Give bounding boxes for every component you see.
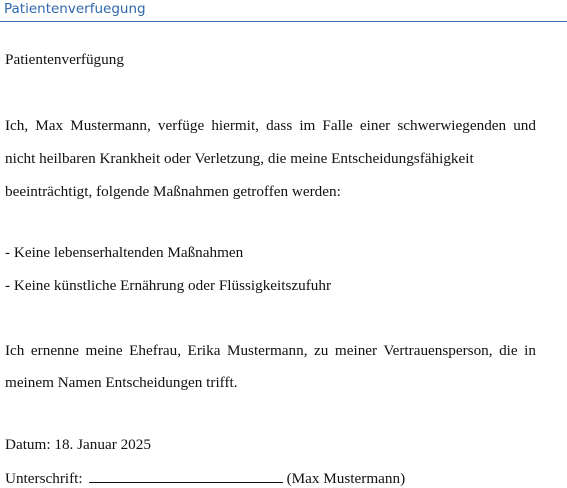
paragraph2-line1: Ich ernenne meine Ehefrau, Erika Mustermann, zu meiner Vertrauensperson, die in	[5, 342, 536, 359]
signature-label: Unterschrift:	[5, 470, 83, 487]
date-line: Datum: 18. Januar 2025	[5, 436, 151, 453]
document-heading: Patientenverfügung	[5, 51, 124, 68]
signature-name: (Max Mustermann)	[286, 470, 406, 487]
measure-item-1: - Keine lebenserhaltenden Maßnahmen	[5, 244, 244, 261]
document-title: Patientenverfuegung	[4, 1, 146, 17]
signature-row	[5, 469, 405, 488]
paragraph2-line2: meinem Namen Entscheidungen trifft.	[5, 374, 238, 391]
measure-item-2: - Keine künstliche Ernährung oder Flüssigkeitszufuhr	[5, 277, 332, 294]
paragraph1-line3: beeinträchtigt, folgende Maßnahmen getroffen werden:	[5, 183, 341, 200]
paragraph1-line1: Ich, Max Mustermann, verfüge hiermit, dass im Falle einer schwerwiegenden und	[5, 117, 536, 134]
paragraph1-line2: nicht heilbaren Krankheit oder Verletzung, die meine Entscheidungsfähigkeit	[5, 150, 474, 167]
signature-field[interactable]	[89, 469, 283, 483]
document-header	[0, 0, 567, 22]
